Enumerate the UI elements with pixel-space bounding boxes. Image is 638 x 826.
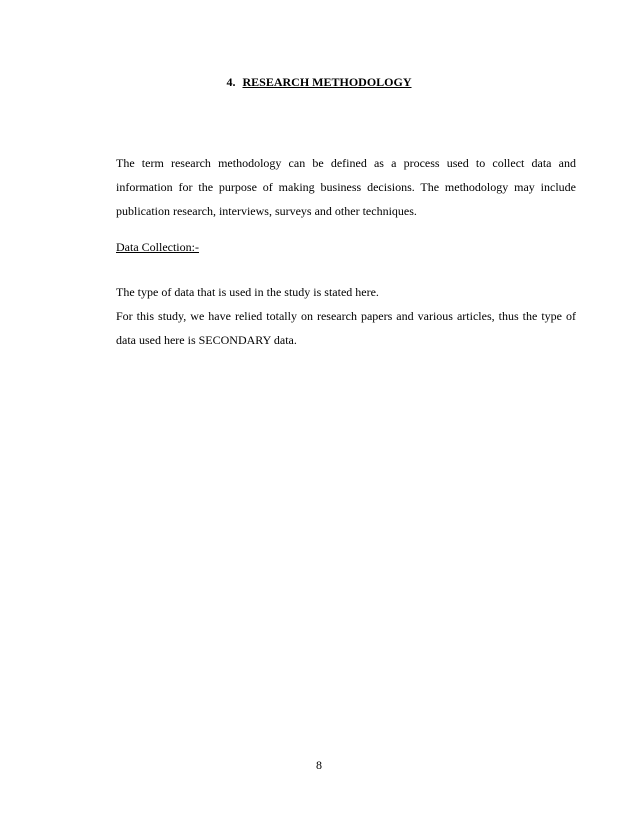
data-collection-subheading: Data Collection:- bbox=[116, 240, 199, 254]
data-collection-paragraph bbox=[116, 280, 576, 352]
page-number: 8 bbox=[316, 758, 322, 772]
section-heading bbox=[0, 74, 638, 90]
paragraph-line: The type of data that is used in the study is stated here. bbox=[116, 285, 379, 299]
paragraph-line: For this study, we have relied totally on research papers and various articles, thus the type of bbox=[116, 309, 576, 323]
paragraph-line: The term research methodology can be defined as a process used to collect data and bbox=[116, 156, 576, 170]
paragraph-line: data used here is SECONDARY data. bbox=[116, 333, 297, 347]
section-number: 4. bbox=[226, 75, 236, 89]
paragraph-line: information for the purpose of making business decisions. The methodology may include bbox=[116, 180, 576, 194]
paragraph-line: publication research, interviews, surveys and other techniques. bbox=[116, 204, 417, 218]
section-title: RESEARCH METHODOLOGY bbox=[242, 75, 412, 89]
intro-paragraph bbox=[116, 151, 576, 223]
